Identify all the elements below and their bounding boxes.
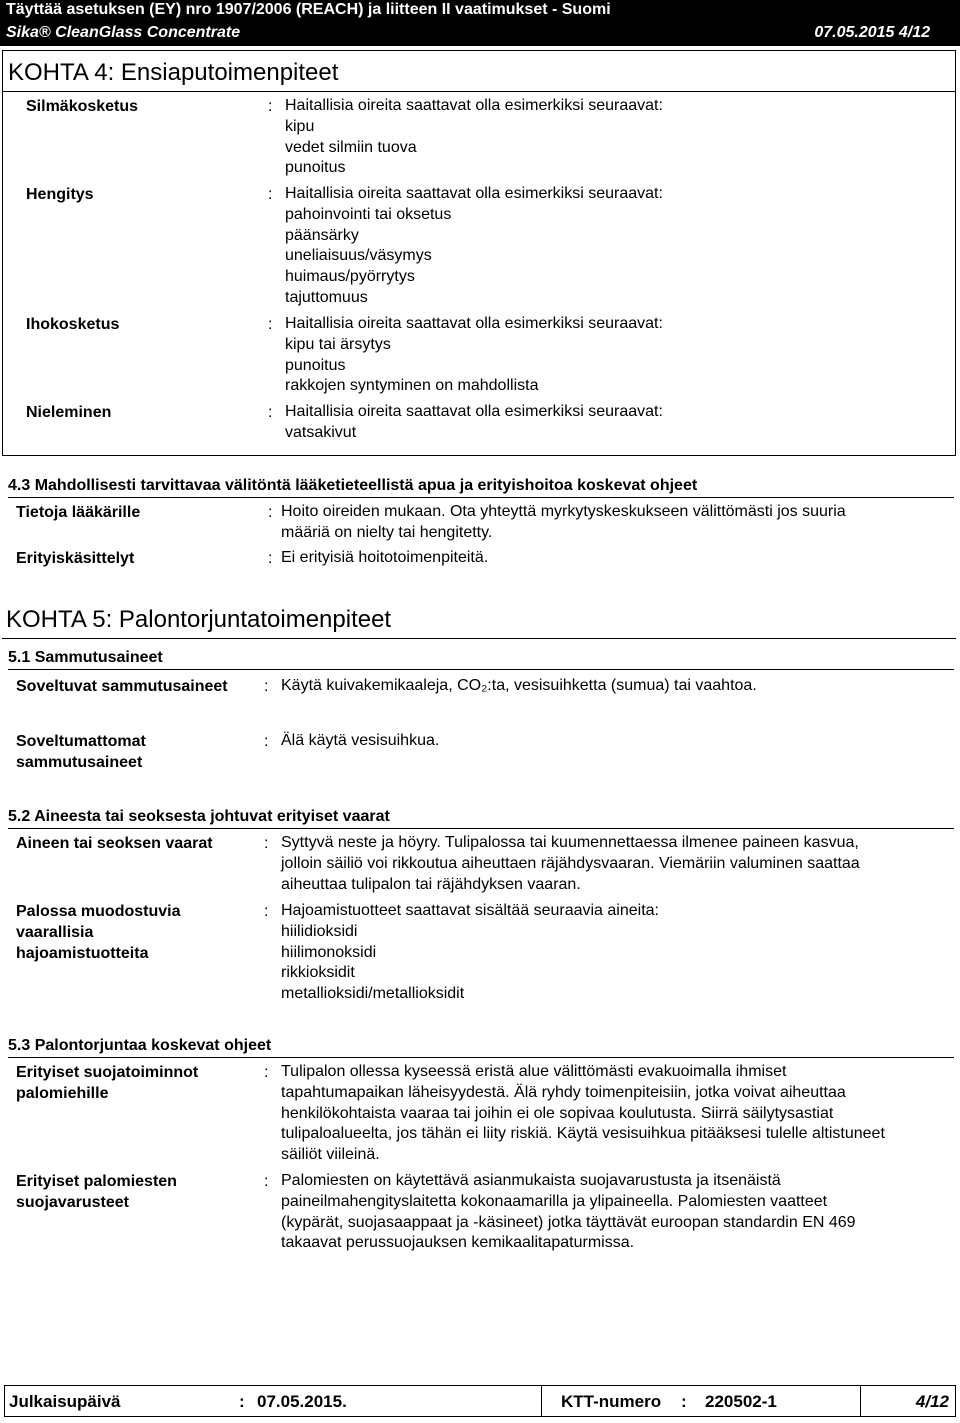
section-4-title-divider: [3, 91, 955, 92]
colon: :: [264, 1064, 269, 1081]
text-line: metallioksidi/metallioksidit: [281, 985, 465, 1003]
text-line: vatsakivut: [285, 423, 357, 441]
date-page: 07.05.2015 4/12: [814, 24, 930, 41]
text-line: takaavat perussuojauksen kemikaalitapaturmissa.: [281, 1234, 635, 1252]
label-palossa-muodostuvia: Palossa muodostuvia vaarallisia hajoamistuotteita: [16, 903, 181, 962]
footer-page: 4/12: [915, 1392, 949, 1411]
text-line: kipu: [285, 117, 315, 135]
text-line: uneliaisuus/väsymys: [285, 247, 432, 265]
colon: :: [268, 316, 273, 333]
text-line: henkilökohtaista vaaraa tai joihin ei ole sopivaa koulutusta. Siirrä säilytysastiat: [281, 1104, 834, 1122]
value-erityiset-suojatoiminnot: [281, 1062, 885, 1166]
footer-divider: [541, 1385, 542, 1417]
footer-issue-label: Julkaisupäivä: [9, 1392, 121, 1411]
colon: :: [268, 186, 273, 203]
label-erityiskasittelyt: Erityiskäsittelyt: [16, 550, 135, 567]
text-line: Hajoamistuotteet saattavat sisältää seuraavia aineita:: [281, 902, 659, 919]
footer-issue-date: 07.05.2015.: [257, 1392, 347, 1411]
subsection-4-3-title: 4.3 Mahdollisesti tarvittavaa välitöntä lääketieteellistä apua ja erityishoitoa koskevat ohjeet: [8, 477, 698, 494]
subsection-5-2-title: 5.2 Aineesta tai seoksesta johtuvat erityiset vaarat: [8, 808, 390, 825]
text-line: säiliöt viileinä.: [281, 1146, 380, 1164]
section-4-title: KOHTA 4: Ensiaputoimenpiteet: [8, 59, 339, 86]
footer-ktt-number: 220502-1: [705, 1392, 777, 1411]
text-line: määriä on nielty tai hengitetty.: [281, 523, 493, 541]
value-nieleminen: [285, 402, 663, 444]
text-line: punoitus: [285, 159, 346, 177]
text-line: päänsärky: [285, 226, 359, 244]
subsection-divider: [8, 497, 954, 498]
text-line: Haitallisia oireita saattavat olla esimerkiksi seuraavat:: [285, 315, 663, 332]
text-line: Haitallisia oireita saattavat olla esimerkiksi seuraavat:: [285, 97, 663, 114]
text-line: aiheuttaa tulipalon tai räjähdyksen vaaran.: [281, 875, 581, 893]
value-silmakosketus: [285, 96, 663, 179]
value-erityiskasittelyt: [281, 548, 488, 569]
footer-ktt-sep: :: [681, 1392, 687, 1411]
colon: :: [264, 733, 269, 750]
value-palossa-muodostuvia: [281, 901, 659, 1005]
text-line: tapahtumapaikan läheisyydestä. Älä ryhdy toimenpiteisiin, jotka voivat aiheuttaa: [281, 1083, 846, 1101]
label-soveltumattomat: Soveltumattomat sammutusaineet: [16, 733, 146, 771]
text-line: kipu tai ärsytys: [285, 335, 391, 353]
label-soveltuvat: Soveltuvat sammutusaineet: [16, 678, 228, 695]
colon: :: [268, 504, 273, 521]
footer-issue-sep: :: [239, 1392, 245, 1411]
document-header: [0, 0, 960, 46]
colon: :: [268, 98, 273, 115]
product-name: Sika® CleanGlass Concentrate: [6, 24, 241, 41]
label-erityiset-suojavarusteet: Erityiset palomiesten suojavarusteet: [16, 1173, 177, 1211]
colon: :: [268, 404, 273, 421]
text-line: tajuttomuus: [285, 288, 368, 306]
text-line: pahoinvointi tai oksetus: [285, 205, 452, 223]
label-erityiset-suojatoiminnot: Erityiset suojatoiminnot palomiehille: [16, 1064, 199, 1102]
text-line: Tulipalon ollessa kyseessä eristä alue välittömästi evakuoimalla ihmiset: [281, 1063, 787, 1080]
label-aineen-vaarat: Aineen tai seoksen vaarat: [16, 835, 213, 852]
label-silmakosketus: Silmäkosketus: [26, 98, 139, 115]
text-line: Hoito oireiden mukaan. Ota yhteyttä myrkytyskeskukseen välittömästi jos suuria: [281, 503, 846, 520]
text-line: Syttyvä neste ja höyry. Tulipalossa tai kuumennettaessa ilmenee paineen kasvua,: [281, 834, 859, 851]
text-line: vedet silmiin tuova: [285, 138, 417, 156]
text-line: rikkioksidit: [281, 964, 355, 982]
text-line: Ei erityisiä hoitotoimenpiteitä.: [281, 549, 489, 566]
text-line: Älä käytä vesisuihkua.: [281, 732, 440, 749]
label-ihokosketus: Ihokosketus: [26, 316, 120, 333]
colon: :: [264, 903, 269, 920]
text-line: hiilimonoksidi: [281, 943, 377, 961]
subsection-5-3-title: 5.3 Palontorjuntaa koskevat ohjeet: [8, 1037, 272, 1054]
regulation-text: Täyttää asetuksen (EY) nro 1907/2006 (REACH) ja liitteen II vaatimukset - Suomi: [6, 1, 611, 18]
value-hengitys: [285, 184, 663, 309]
value-erityiset-suojavarusteet: [281, 1171, 856, 1254]
text-line: huimaus/pyörrytys: [285, 268, 415, 286]
subsection-divider: [8, 828, 954, 829]
text-line: Käytä kuivakemikaaleja, CO₂:ta, vesisuihketta (sumua) tai vaahtoa.: [281, 677, 757, 694]
subsection-divider: [8, 669, 954, 670]
value-tietoja-laakarille: [281, 502, 846, 544]
text-line: Haitallisia oireita saattavat olla esimerkiksi seuraavat:: [285, 185, 663, 202]
text-line: tulipaloalueelta, jos tähän ei liity riskiä. Käytä vesisuihkua pitääksesi tulelle altistuneet: [281, 1125, 885, 1143]
text-line: rakkojen syntyminen on mahdollista: [285, 377, 539, 395]
footer-divider: [860, 1385, 861, 1417]
value-ihokosketus: [285, 314, 663, 397]
text-line: jolloin säiliö voi rikkoutua aiheuttaen räjähdysvaaran. Viemäriin valuminen saattaa: [281, 854, 860, 872]
text-line: Palomiesten on käytettävä asianmukaista suojavarustusta ja itsenäistä: [281, 1172, 781, 1189]
colon: :: [268, 550, 273, 567]
section-5-divider: [2, 638, 956, 639]
section-5-title: KOHTA 5: Palontorjuntatoimenpiteet: [6, 606, 392, 633]
document-footer: [4, 1385, 956, 1417]
text-line: punoitus: [285, 356, 346, 374]
text-line: Haitallisia oireita saattavat olla esimerkiksi seuraavat:: [285, 403, 663, 420]
colon: :: [264, 835, 269, 852]
label-tietoja-laakarille: Tietoja lääkärille: [16, 504, 141, 521]
value-soveltuvat: [281, 676, 757, 697]
text-line: paineilmahengityslaitetta kokonaamarilla ja ylipaineella. Palomiesten vaatteet: [281, 1192, 828, 1210]
text-line: hiilidioksidi: [281, 922, 358, 940]
colon: :: [264, 678, 269, 695]
value-aineen-vaarat: [281, 833, 860, 895]
label-hengitys: Hengitys: [26, 186, 94, 203]
text-line: (kypärät, suojasaappaat ja -käsineet) jotka täyttävät euroopan standardin EN 469: [281, 1213, 856, 1231]
subsection-divider: [8, 1057, 954, 1058]
value-soveltumattomat: [281, 731, 439, 752]
label-nieleminen: Nieleminen: [26, 404, 112, 421]
subsection-5-1-title: 5.1 Sammutusaineet: [8, 649, 163, 666]
footer-ktt-label: KTT-numero: [561, 1392, 662, 1411]
colon: :: [264, 1173, 269, 1190]
